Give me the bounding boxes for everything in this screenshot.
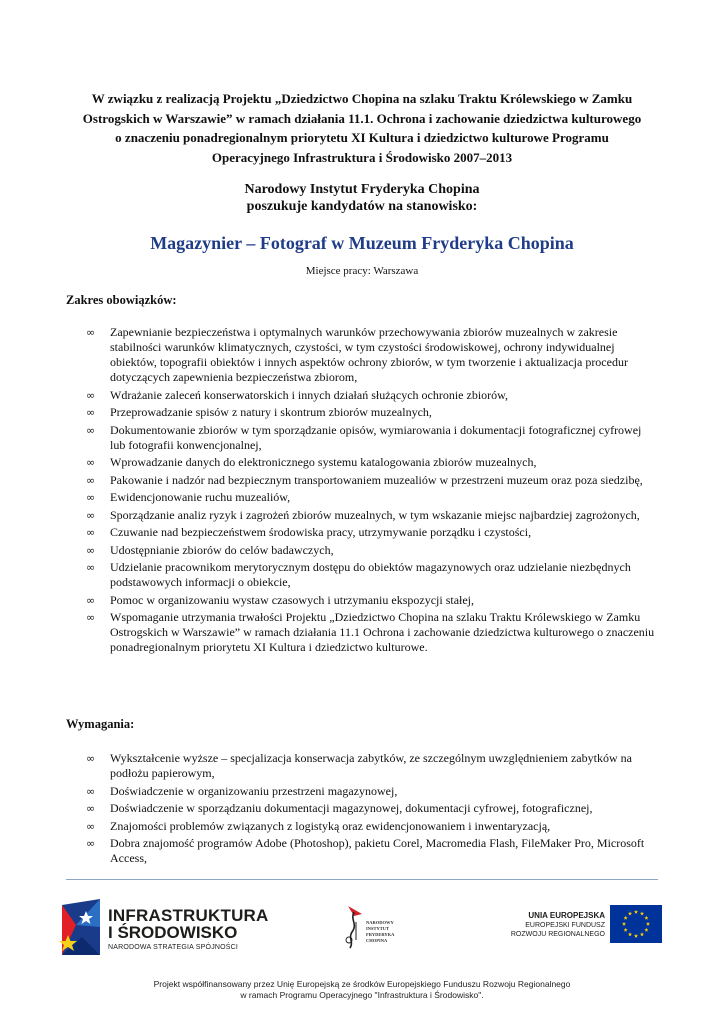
- nifc-logo: [340, 902, 410, 952]
- bullet-icon: ∞: [86, 526, 96, 539]
- list-item: [86, 593, 656, 608]
- infrastruktura-emblem-icon: [56, 897, 104, 959]
- infrastruktura-line1: INFRASTRUKTURA: [108, 906, 269, 925]
- nifc-emblem-icon: [340, 902, 366, 950]
- list-item-text: Wdrażanie zaleceń konserwatorskich i innych działań służących ochronie zbiorów,: [110, 387, 509, 402]
- bullet-icon: ∞: [86, 837, 96, 850]
- project-intro: [62, 89, 662, 167]
- list-item: [86, 610, 656, 655]
- nifc-line: INSTYTUT: [366, 926, 390, 931]
- bullet-icon: ∞: [86, 543, 96, 557]
- list-item: [86, 388, 656, 403]
- bullet-icon: ∞: [86, 388, 96, 402]
- bullet-icon: ∞: [86, 423, 96, 437]
- list-item-text: Udzielanie pracownikom merytorycznym dostępu do obiektów magazynowych oraz udzielanie niezbędnych podstawowych informacji o obiekcie,: [110, 560, 631, 589]
- duties-list: [86, 325, 656, 658]
- bullet-icon: ∞: [86, 593, 96, 607]
- list-item: [86, 405, 656, 420]
- list-item-text: Dokumentowanie zbiorów w tym sporządzanie opisów, wymiarowania i dokumentacji fotograficznej cyfrowej lub fotografii konwencjonalnej,: [110, 422, 642, 452]
- eu-text: [496, 911, 605, 939]
- bullet-icon: ∞: [86, 473, 96, 487]
- cofinancing-line2: w ramach Programu Operacyjnego "Infrastruktura i Środowisko".: [240, 990, 484, 1000]
- list-item: [86, 836, 656, 866]
- intro-line: o znaczeniu ponadregionalnym priorytetu XI Kultura i dziedzictwo kulturowe Programu: [115, 130, 609, 145]
- intro-line: W związku z realizacją Projektu „Dziedzictwo Chopina na szlaku Traktu Królewskiego w Zamku: [91, 91, 633, 106]
- list-item: [86, 455, 656, 470]
- list-item: [86, 325, 656, 385]
- eu-flag-icon: [610, 905, 662, 943]
- cofinancing-line1: Projekt współfinansowany przez Unię Europejską ze środków Europejskiego Funduszu Rozwoju Regionalnego: [153, 979, 571, 989]
- intro-line: Ostrogskich w Warszawie” w ramach działania 11.1. Ochrona i zachowanie dziedzictwa kulturowego: [82, 110, 642, 126]
- list-item-text: Znajomości problemów związanych z logistyką oraz ewidencjonowaniem i inwentaryzacją,: [110, 818, 551, 833]
- bullet-icon: ∞: [86, 611, 96, 624]
- footer-divider: [66, 879, 658, 880]
- intro-line: Operacyjnego Infrastruktura i Środowisko 2007–2013: [211, 149, 513, 165]
- bullet-icon: ∞: [86, 561, 96, 574]
- eu-line3: ROZWOJU REGIONALNEGO: [510, 931, 605, 938]
- list-item-text: Udostępnianie zbiorów do celów badawczych,: [110, 542, 334, 557]
- bullet-icon: ∞: [86, 819, 96, 833]
- list-item-text: Czuwanie nad bezpieczeństwem środowiska pracy, utrzymywanie porządku i czystości,: [110, 525, 532, 539]
- list-item: [86, 784, 656, 799]
- bullet-icon: ∞: [86, 802, 96, 815]
- infrastruktura-line3: NARODOWA STRATEGIA SPÓJNOŚCI: [108, 944, 239, 951]
- work-place: Miejsce pracy: Warszawa: [305, 265, 419, 277]
- nifc-line: CHOPINA: [366, 938, 388, 943]
- list-item-text: Doświadczenie w sporządzaniu dokumentacji magazynowej, dokumentacji cyfrowej, fotograficznej,: [110, 801, 593, 815]
- nifc-text: [366, 920, 412, 944]
- list-item-text: Pomoc w organizowaniu wystaw czasowych i utrzymaniu ekspozycji stałej,: [110, 592, 475, 607]
- list-item-text: Dobra znajomość programów Adobe (Photoshop), pakietu Corel, Macromedia Flash, FileMaker Pro, Microsoft Access,: [110, 836, 645, 865]
- organization-name: Narodowy Instytut Fryderyka Chopina: [244, 182, 480, 197]
- infrastruktura-line2: I ŚRODOWISKO: [108, 923, 238, 942]
- list-item-text: Doświadczenie w organizowaniu przestrzeni magazynowej,: [110, 783, 398, 798]
- list-item-text: Ewidencjonowanie ruchu muzealiów,: [110, 490, 291, 504]
- eu-line2: EUROPEJSKI FUNDUSZ: [525, 922, 605, 929]
- nifc-line: FRYDERYKA: [366, 932, 395, 937]
- bullet-icon: ∞: [86, 456, 96, 469]
- infrastruktura-logo: [56, 897, 269, 959]
- list-item: [86, 801, 656, 816]
- list-item: [86, 508, 656, 523]
- list-item: [86, 490, 656, 505]
- bullet-icon: ∞: [86, 784, 96, 798]
- list-item: [86, 560, 656, 590]
- duties-heading: Zakres obowiązków:: [66, 293, 177, 307]
- requirements-heading: Wymagania:: [66, 717, 135, 731]
- list-item: [86, 751, 656, 781]
- job-title: Magazynier – Fotograf w Muzeum Fryderyka Chopina: [150, 233, 574, 253]
- list-item-text: Wykształcenie wyższe – specjalizacja konserwacja zabytków, ze szczególnym uwzględnieniem zabytków na podłożu papierowym,: [110, 751, 632, 780]
- bullet-icon: ∞: [86, 508, 96, 522]
- list-item-text: Wspomaganie utrzymania trwałości Projektu „Dziedzictwo Chopina na szlaku Traktu Królewskiego w Zamku Ostrogskich w Warszawie” w ramach działania 11.1 Ochrona i zachowanie dziedzictwa kulturowego o znaczeniu ponadregionalnym priorytetu XI Kultura i dziedzictwo kulturowe.: [110, 610, 655, 654]
- bullet-icon: ∞: [86, 491, 96, 504]
- eu-logo: [496, 905, 666, 955]
- list-item: [86, 473, 656, 488]
- requirements-list: [86, 751, 656, 869]
- list-item-text: Sporządzanie analiz ryzyk i zagrożeń zbiorów muzealnych, w tym wskazanie miejsc najbardziej zagrożonych,: [110, 507, 640, 522]
- list-item: [86, 525, 656, 540]
- organization-heading: [62, 181, 662, 215]
- list-item: [86, 423, 656, 453]
- bullet-icon: ∞: [86, 406, 96, 419]
- list-item: [86, 819, 656, 834]
- cofinancing-note: [62, 979, 662, 1001]
- nifc-line: NARODOWY: [366, 920, 394, 925]
- list-item-text: Pakowanie i nadzór nad bezpiecznym transportowaniem muzealiów w przestrzeni muzeum oraz poza siedzibę,: [110, 472, 643, 487]
- list-item-text: Przeprowadzanie spisów z natury i skontrum zbiorów muzealnych,: [110, 405, 432, 419]
- list-item: [86, 543, 656, 558]
- list-item-text: Zapewnianie bezpieczeństwa i optymalnych warunków przechowywania zbiorów muzealnych w zakresie stabilności warunków klimatycznych, czystości, w tym czystości środowiskowej, ochrony indywidualnej obiektów, topografii obiektów i innych aspektów ochrony zbiorów, w tym tworzenie i aktualizacja procedur dotyczących zapewnienia bezpieczeństwa zbiorom,: [110, 325, 628, 384]
- list-item-text: Wprowadzanie danych do elektronicznego systemu katalogowania zbiorów muzealnych,: [110, 455, 537, 469]
- bullet-icon: ∞: [86, 752, 96, 765]
- eu-line1: UNIA EUROPEJSKA: [528, 911, 605, 920]
- bullet-icon: ∞: [86, 326, 96, 339]
- organization-subline: poszukuje kandydatów na stanowisko:: [246, 199, 478, 214]
